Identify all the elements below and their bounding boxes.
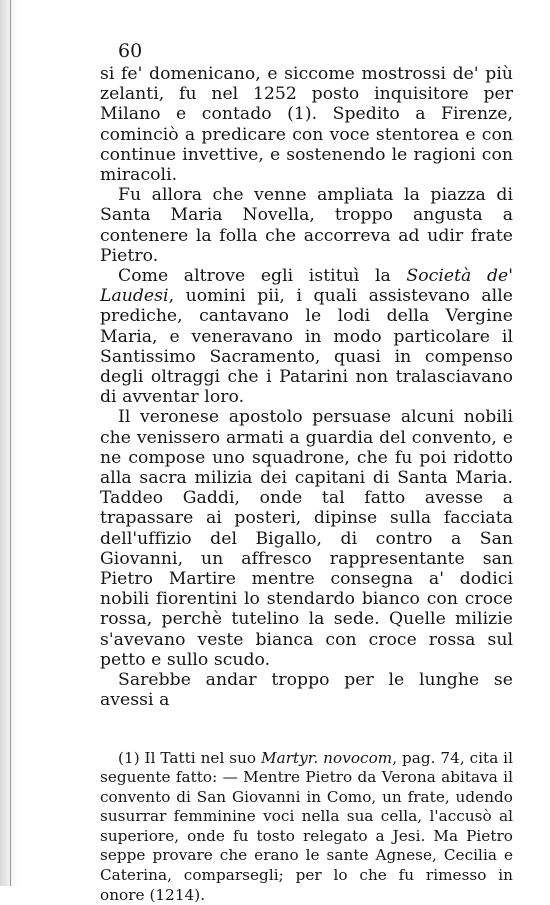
paragraph-3 (100, 266, 513, 407)
paragraph-2: Fu allora che venne ampliata la piazza di Santa Maria Novella, troppo angusta a contenere la folla che accorreva ad udir frate Pietro. (100, 185, 513, 266)
body-text (100, 64, 513, 711)
page-binding-edge (0, 0, 18, 886)
paragraph-5: Sarebbe andar troppo per le lunghe se avessi a (100, 670, 513, 710)
footnote-work-title: Martyr. novocom (261, 749, 392, 767)
page-number: 60 (118, 40, 513, 62)
footnote-rest: , pag. 74, cita il seguente fatto: — Mentre Pietro da Verona abitava il convento di San Giovanni in Como, un frate, udendo susurrar femminine voci nella sua cella, l'accusò al superiore, onde fu tosto relegato a Jesi. Ma Pietro seppe provare che erano le sante Agnese, Cecilia e Caterina, comparsegli; per lo che fu rimesso in onore (1214). (100, 749, 513, 904)
paragraph-1: si fe' domenicano, e siccome mostrossi de' più zelanti, fu nel 1252 posto inquisitore per Milano e contado (1). Spedito a Firenze, cominciò a predicare con voce stentorea e con continue invettive, e sostenendo le ragioni con miracoli. (100, 64, 513, 185)
paragraph-3-rest: , uomini pii, i quali assistevano alle prediche, cantavano le lodi della Vergine Maria, e veneravano in modo particolare il Santissimo Sacramento, quasi in compenso degli oltraggi che i Patarini non tralasciavano di avventar loro. (100, 286, 513, 407)
footnote-1 (100, 749, 513, 905)
society-title: Società de' Laudesi (100, 266, 513, 306)
page-content (100, 40, 513, 905)
paragraph-3-lead: Come altrove egli istituì la (118, 266, 406, 286)
paragraph-4: Il veronese apostolo persuase alcuni nobili che venissero armati a guardia del convento, e ne compose uno squadrone, che fu poi ridotto alla sacra milizia dei capitani di Santa Maria. Taddeo Gaddi, onde tal fatto avesse a trapassare ai posteri, dipinse sulla facciata dell'uffizio del Bigallo, di contro a San Giovanni, un affresco rappresentante san Pietro Martire mentre consegna a' dodici nobili fiorentini lo stendardo bianco con croce rossa, perchè tutelino la sede. Quelle milizie s'avevano veste bianca con croce rossa sul petto e sullo scudo. (100, 407, 513, 670)
footnote-lead: (1) Il Tatti nel suo (118, 749, 261, 767)
footnotes (100, 749, 513, 905)
